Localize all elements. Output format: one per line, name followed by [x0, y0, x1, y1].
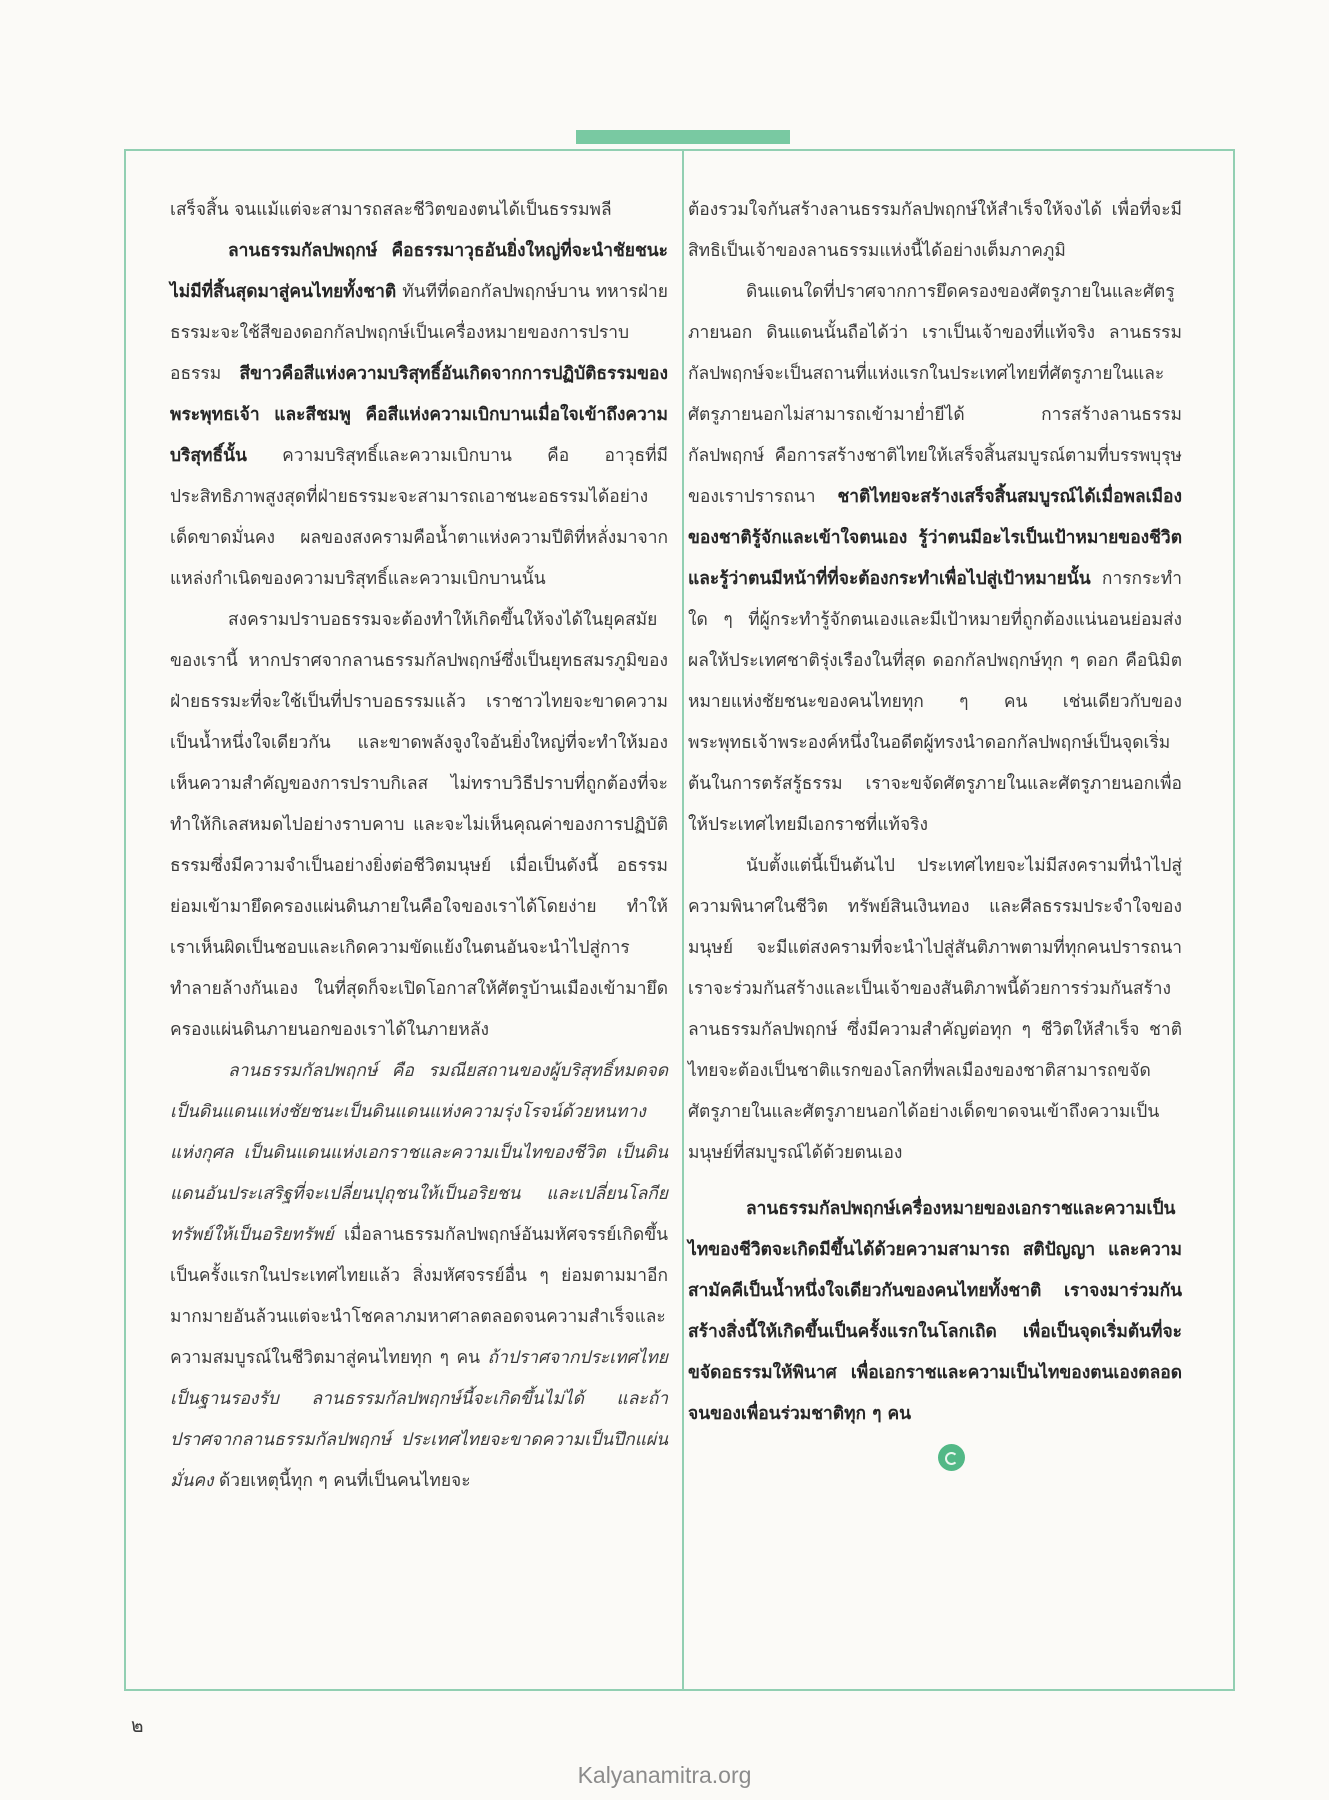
- page-number: ๒: [131, 1715, 144, 1737]
- watermark: Kalyanamitra.org: [577, 1762, 752, 1788]
- paragraph-continuation: เสร็จสิ้น จนแม้แต่จะสามารถสละชีวิตของตนได้เป็นธรรมพลี: [170, 200, 612, 220]
- column-divider: [682, 149, 684, 1691]
- paragraph-place: ลานธรรมกัลปพฤกษ์ คือ รมณียสถานของผู้บริสุทธิ์หมดจด เป็นดินแดนแห่งชัยชนะเป็นดินแดนแห่งความรุ่งโรจน์ด้วยหนทางแห่งกุศล เป็นดินแดนแห่งเอกราชและความเป็นไทของชีวิต เป็นดินแดนอันประเสริฐที่จะเปลี่ยนปุถุชนให้เป็นอริยชน และเปลี่ยนโลกียทรัพย์ให้เป็นอริยทรัพย์ เมื่อลานธรรมกัลปพฤกษ์อันมหัศจรรย์เกิดขึ้นเป็นครั้งแรกในประเทศไทยแล้ว สิ่งมหัศจรรย์อื่น ๆ ย่อมตามมาอีกมากมายอันล้วนแต่จะนำโชคลาภมหาศาลตลอดจนความสำเร็จและความสมบูรณ์ในชีวิตมาสู่คนไทยทุก ๆ คน ถ้าปราศจากประเทศไทยเป็นฐานรองรับ ลานธรรมกัลปพฤกษ์นี้จะเกิดขึ้นไม่ได้ และถ้าปราศจากลานธรรมกัลปพฤกษ์ ประเทศไทยจะขาดความเป็นปึกแผ่นมั่นคง ด้วยเหตุนี้ทุก ๆ คนที่เป็นคนไทยจะ: [170, 1061, 668, 1491]
- italic-statement-2: ถ้าปราศจากประเทศไทยเป็นฐานรองรับ ลานธรรมกัลปพฤกษ์นี้จะเกิดขึ้นไม่ได้ และถ้าปราศจากลานธรรมกัลปพฤกษ์ ประเทศไทยจะขาดความเป็นปึกแผ่นมั่นคง: [170, 1348, 668, 1491]
- bold-closing-statement: ลานธรรมกัลปพฤกษ์เครื่องหมายของเอกราชและความเป็นไทของชีวิตจะเกิดมีขึ้นได้ด้วยความสามารถ สติปัญญา และความสามัคคีเป็นน้ำหนึ่งใจเดียวกันของคนไทยทั้งชาติ เราจงมาร่วมกันสร้างสิ่งนี้ให้เกิดขึ้นเป็นครั้งแรกในโลกเถิด เพื่อเป็นจุดเริ่มต้นที่จะขจัดอธรรมให้พินาศ เพื่อเอกราชและความเป็นไทของตนเองตลอดจนของเพื่อนร่วมชาติทุก ๆ คน: [688, 1199, 1182, 1424]
- left-column: [170, 190, 668, 1502]
- bold-statement: ลานธรรมกัลปพฤกษ์ คือธรรมาวุธอันยิ่งใหญ่ที่จะนำชัยชนะไม่มีที่สิ้นสุดมาสู่คนไทยทั้งชาติ: [170, 241, 668, 302]
- paragraph-weapon: ลานธรรมกัลปพฤกษ์ คือธรรมาวุธอันยิ่งใหญ่ที่จะนำชัยชนะไม่มีที่สิ้นสุดมาสู่คนไทยทั้งชาติ ทันทีที่ดอกกัลปพฤกษ์บาน ทหารฝ่ายธรรมะจะใช้สีของดอกกัลปพฤกษ์เป็นเครื่องหมายของการปราบอธรรม สีขาวคือสีแห่งความบริสุทธิ์อันเกิดจากการปฏิบัติธรรมของพระพุทธเจ้า และสีชมพู คือสีแห่งความเบิกบานเมื่อใจเข้าถึงความบริสุทธิ์นั้น ความบริสุทธิ์และความเบิกบาน คือ อาวุธที่มีประสิทธิภาพสูงสุดที่ฝ่ายธรรมะจะสามารถเอาชนะอธรรมได้อย่างเด็ดขาดมั่นคง ผลของสงครามคือน้ำตาแห่งความปีติที่หลั่งมาจากแหล่งกำเนิดของความบริสุทธิ์และความเบิกบานนั้น: [170, 241, 668, 589]
- header-accent-bar: [576, 130, 790, 144]
- right-column: [688, 190, 1182, 1471]
- paragraph-homeland: ดินแดนใดที่ปราศจากการยึดครองของศัตรูภายในและศัตรูภายนอก ดินแดนนั้นถือได้ว่า เราเป็นเจ้าของที่แท้จริง ลานธรรมกัลปพฤกษ์จะเป็นสถานที่แห่งแรกในประเทศไทยที่ศัตรูภายในและศัตรูภายนอกไม่สามารถเข้ามาย่ำยีได้ การสร้างลานธรรมกัลปพฤกษ์ คือการสร้างชาติไทยให้เสร็จสิ้นสมบูรณ์ตามที่บรรพบุรุษของเราปรารถนา ชาติไทยจะสร้างเสร็จสิ้นสมบูรณ์ได้เมื่อพลเมืองของชาติรู้จักและเข้าใจตนเอง รู้ว่าตนมีอะไรเป็นเป้าหมายของชีวิต และรู้ว่าตนมีหน้าที่ที่จะต้องกระทำเพื่อไปสู่เป้าหมายนั้น การกระทำใด ๆ ที่ผู้กระทำรู้จักตนเองและมีเป้าหมายที่ถูกต้องแน่นอนย่อมส่งผลให้ประเทศชาติรุ่งเรืองในที่สุด ดอกกัลปพฤกษ์ทุก ๆ ดอก คือนิมิตหมายแห่งชัยชนะของคนไทยทุก ๆ คน เช่นเดียวกับของพระพุทธเจ้าพระองค์หนึ่งในอดีตผู้ทรงนำดอกกัลปพฤกษ์เป็นจุดเริ่มต้นในการตรัสรู้ธรรม เราจะขจัดศัตรูภายในและศัตรูภายนอกเพื่อให้ประเทศไทยมีเอกราชที่แท้จริง: [688, 282, 1182, 835]
- bold-nation-statement: ชาติไทยจะสร้างเสร็จสิ้นสมบูรณ์ได้เมื่อพลเมืองของชาติรู้จักและเข้าใจตนเอง รู้ว่าตนมีอะไรเป็นเป้าหมายของชีวิต และรู้ว่าตนมีหน้าที่ที่จะต้องกระทำเพื่อไปสู่เป้าหมายนั้น: [688, 487, 1182, 589]
- bold-colors-statement: สีขาวคือสีแห่งความบริสุทธิ์อันเกิดจากการปฏิบัติธรรมของพระพุทธเจ้า และสีชมพู คือสีแห่งความเบิกบานเมื่อใจเข้าถึงความบริสุทธิ์นั้น: [170, 364, 668, 466]
- paragraph-war: สงครามปราบอธรรมจะต้องทำให้เกิดขึ้นให้จงได้ในยุคสมัยของเรานี้ หากปราศจากลานธรรมกัลปพฤกษ์ซึ่งเป็นยุทธสมรภูมิของฝ่ายธรรมะที่จะใช้เป็นที่ปราบอธรรมแล้ว เราชาวไทยจะขาดความเป็นน้ำหนึ่งใจเดียวกัน และขาดพลังจูงใจอันยิ่งใหญ่ที่จะทำให้มองเห็นความสำคัญของการปราบกิเลส ไม่ทราบวิธีปราบที่ถูกต้องที่จะทำให้กิเลสหมดไปอย่างราบคาบ และจะไม่เห็นคุณค่าของการปฏิบัติธรรมซึ่งมีความจำเป็นอย่างยิ่งต่อชีวิตมนุษย์ เมื่อเป็นดังนี้ อธรรมย่อมเข้ามายึดครองแผ่นดินภายในคือใจของเราได้โดยง่าย ทำให้เราเห็นผิดเป็นชอบและเกิดความขัดแย้งในตนอันจะนำไปสู่การทำลายล้างกันเอง ในที่สุดก็จะเปิดโอกาสให้ศัตรูบ้านเมืองเข้ามายึดครองแผ่นดินภายนอกของเราได้ในภายหลัง: [170, 610, 668, 1040]
- leaf-circle-icon: [938, 1444, 965, 1471]
- italic-statement: ลานธรรมกัลปพฤกษ์ คือ รมณียสถานของผู้บริสุทธิ์หมดจด เป็นดินแดนแห่งชัยชนะเป็นดินแดนแห่งความรุ่งโรจน์ด้วยหนทางแห่งกุศล เป็นดินแดนแห่งเอกราชและความเป็นไทของชีวิต เป็นดินแดนอันประเสริฐที่จะเปลี่ยนปุถุชนให้เป็นอริยชน และเปลี่ยนโลกียทรัพย์ให้เป็นอริยทรัพย์: [170, 1061, 668, 1245]
- paragraph-unite: ต้องรวมใจกันสร้างลานธรรมกัลปพฤกษ์ให้สำเร็จให้จงได้ เพื่อที่จะมีสิทธิเป็นเจ้าของลานธรรมแห่งนี้ได้อย่างเต็มภาคภูมิ: [688, 200, 1182, 261]
- paragraph-peace: นับตั้งแต่นี้เป็นต้นไป ประเทศไทยจะไม่มีสงครามที่นำไปสู่ความพินาศในชีวิต ทรัพย์สินเงินทอง และศีลธรรมประจำใจของมนุษย์ จะมีแต่สงครามที่จะนำไปสู่สันติภาพตามที่ทุกคนปรารถนา เราจะร่วมกันสร้างและเป็นเจ้าของสันติภาพนี้ด้วยการร่วมกันสร้างลานธรรมกัลปพฤกษ์ ซึ่งมีความสำคัญต่อทุก ๆ ชีวิตให้สำเร็จ ชาติไทยจะต้องเป็นชาติแรกของโลกที่พลเมืองของชาติสามารถขจัดศัตรูภายในและศัตรูภายนอกได้อย่างเด็ดขาดจนเข้าถึงความเป็นมนุษย์ที่สมบูรณ์ได้ด้วยตนเอง: [688, 856, 1182, 1163]
- paragraph-closing: [688, 1189, 1182, 1435]
